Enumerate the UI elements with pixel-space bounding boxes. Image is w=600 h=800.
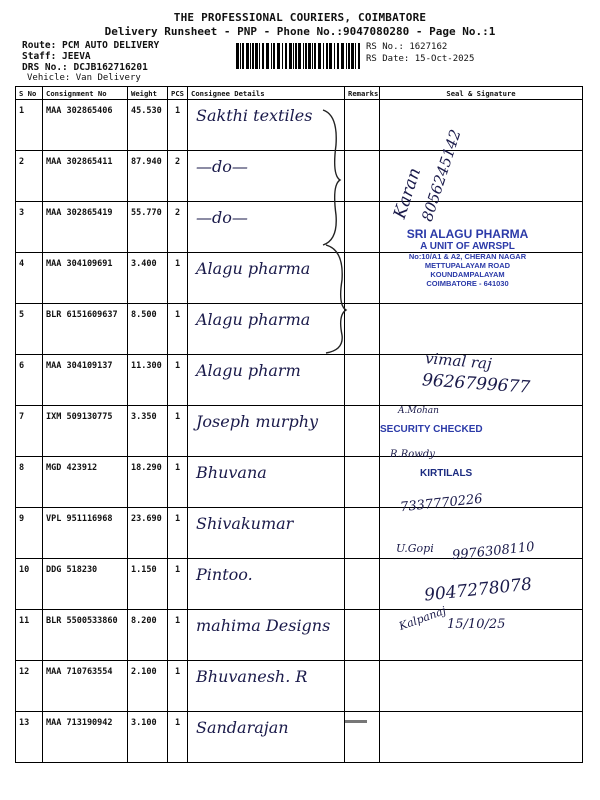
row-pcs: 1 (168, 661, 188, 712)
barcode-bar (295, 43, 297, 69)
row-consignment-no: BLR 6151609637 (43, 304, 128, 355)
row-consignee (188, 508, 345, 559)
stamp-alagu-pharma (380, 227, 555, 288)
row-weight: 3.400 (128, 253, 168, 304)
barcode-bar (323, 43, 324, 69)
consignee-handwriting: Alagu pharm (196, 361, 301, 380)
grouping-braces (318, 105, 353, 355)
col-consignee: Consignee Details (188, 87, 345, 100)
route-label: Route: PCM AUTO DELIVERY (22, 40, 160, 51)
barcode-bar (236, 43, 239, 69)
row-consignee (188, 355, 345, 406)
barcode-bar (285, 43, 287, 69)
row-remarks (345, 508, 380, 559)
row-sno: 2 (16, 151, 43, 202)
consignee-handwriting: Joseph murphy (196, 412, 319, 431)
row-seal-signature (380, 100, 583, 151)
table-header-row (16, 87, 583, 100)
stamp-line-5: KOUNDAMPALAYAM (430, 270, 505, 279)
row-consignment-no: MAA 710763554 (43, 661, 128, 712)
barcode-bar (358, 43, 360, 69)
stamp-kirtilals: KIRTILALS (420, 468, 473, 479)
table-row (16, 100, 583, 151)
col-seal-signature: Seal & Signature (380, 87, 583, 100)
row-weight: 8.500 (128, 304, 168, 355)
barcode-bar (266, 43, 269, 69)
row-remarks (345, 661, 380, 712)
consignee-handwriting: Shivakumar (196, 514, 294, 533)
signature-karan-phone: 8056245142 (418, 127, 465, 224)
barcode-bar (355, 43, 356, 69)
row-consignee (188, 559, 345, 610)
consignee-handwriting: mahima Designs (196, 616, 331, 635)
barcode-bar (308, 43, 311, 69)
consignee-handwriting: —do— (196, 157, 248, 176)
row-pcs: 1 (168, 508, 188, 559)
vehicle-label: Vehicle: Van Delivery (27, 73, 141, 83)
row-sno: 12 (16, 661, 43, 712)
row-weight: 3.100 (128, 712, 168, 763)
runsheet-subtitle: Delivery Runsheet - PNP - Phone No.:9047080280 - Page No.:1 (104, 25, 496, 38)
row-pcs: 1 (168, 253, 188, 304)
signature-kalpanaj: Kalpanaj (397, 604, 448, 633)
row-pcs: 1 (168, 610, 188, 661)
row-pcs: 1 (168, 559, 188, 610)
row-consignee (188, 610, 345, 661)
barcode-bar (303, 43, 304, 69)
row-consignment-no: MAA 713190942 (43, 712, 128, 763)
col-remarks: Remarks (345, 87, 380, 100)
row-consignment-no: MAA 304109137 (43, 355, 128, 406)
row-pcs: 1 (168, 712, 188, 763)
row-sno: 4 (16, 253, 43, 304)
signature-rowdy: R.Rowdy (390, 449, 435, 460)
signature-vimal: vimal raj (424, 349, 493, 373)
consignee-handwriting: Sakthi textiles (196, 106, 313, 125)
row-pcs: 1 (168, 100, 188, 151)
barcode-bar (282, 43, 283, 69)
row-weight: 55.770 (128, 202, 168, 253)
row-weight: 3.350 (128, 406, 168, 457)
row-remarks (345, 406, 380, 457)
barcode-bar (305, 43, 307, 69)
stamp-line-3: No:10/A1 & A2, CHERAN NAGAR (408, 252, 527, 261)
row-remarks (345, 355, 380, 406)
row-consignment-no: MAA 302865406 (43, 100, 128, 151)
barcode-bar (271, 43, 272, 69)
barcode-bar (273, 43, 275, 69)
barcode-bar (326, 43, 328, 69)
barcode-bar (240, 43, 241, 69)
signature-vimal-phone: 9626799677 (421, 370, 531, 398)
row-sno: 10 (16, 559, 43, 610)
row-consignment-no: VPL 951116968 (43, 508, 128, 559)
row-remarks (345, 610, 380, 661)
barcode-bar (348, 43, 350, 69)
stamp-line-6: COIMBATORE - 641030 (426, 279, 509, 288)
barcode-bar (314, 43, 316, 69)
barcode-bar (298, 43, 301, 69)
row-pcs: 2 (168, 202, 188, 253)
row-sno: 5 (16, 304, 43, 355)
row-pcs: 1 (168, 406, 188, 457)
barcode-bar (242, 43, 244, 69)
row-sno: 13 (16, 712, 43, 763)
rs-number: RS No.: 1627162 (366, 42, 448, 52)
row-sno: 6 (16, 355, 43, 406)
table-row (16, 151, 583, 202)
signature-bhuvan-phone: 9047278078 (423, 574, 533, 606)
consignee-handwriting: Sandarajan (196, 718, 289, 737)
signature-date: 15/10/25 (447, 617, 506, 632)
row-consignee (188, 712, 345, 763)
barcode-bar (277, 43, 280, 69)
row-seal-signature (380, 712, 583, 763)
row-consignment-no: BLR 5500533860 (43, 610, 128, 661)
row-pcs: 2 (168, 151, 188, 202)
row-consignment-no: IXM 509130775 (43, 406, 128, 457)
company-title: THE PROFESSIONAL COURIERS, COIMBATORE (173, 11, 427, 24)
drs-number: DRS No.: DCJB162716201 (22, 62, 148, 73)
table-row (16, 406, 583, 457)
row-consignment-no: MAA 302865419 (43, 202, 128, 253)
rs-date: RS Date: 15-Oct-2025 (366, 54, 475, 64)
barcode-bar (318, 43, 321, 69)
row-weight: 8.200 (128, 610, 168, 661)
col-pcs: PCS (168, 87, 188, 100)
signature-karan: Karan (390, 165, 426, 222)
runsheet-table (15, 86, 583, 763)
row-sno: 3 (16, 202, 43, 253)
row-consignment-no: DDG 518230 (43, 559, 128, 610)
barcode-bar (246, 43, 249, 69)
consignee-handwriting: Pintoo. (196, 565, 253, 584)
table-row (16, 661, 583, 712)
col-sno: S No (16, 87, 43, 100)
row-consignee (188, 661, 345, 712)
col-consignment: Consignment No (43, 87, 128, 100)
table-row (16, 457, 583, 508)
barcode-bar (312, 43, 313, 69)
barcode-bar (252, 43, 254, 69)
row-consignee (188, 457, 345, 508)
signature-ugopi-phone: 9976308110 (451, 539, 536, 564)
staff-label: Staff: JEEVA (22, 51, 91, 62)
barcode-bar (289, 43, 292, 69)
stamp-line-1: SRI ALAGU PHARMA (406, 227, 529, 241)
row-consignment-no: MAA 304109691 (43, 253, 128, 304)
row-consignment-no: MGD 423912 (43, 457, 128, 508)
barcode (236, 43, 361, 69)
row-sno: 9 (16, 508, 43, 559)
consignee-handwriting: Bhuvanesh. R (196, 667, 308, 686)
barcode-bar (250, 43, 251, 69)
row-seal-signature (380, 304, 583, 355)
row-consignment-no: MAA 302865411 (43, 151, 128, 202)
row-weight: 87.940 (128, 151, 168, 202)
signature-pintoo-phone: 7337770226 (399, 491, 484, 516)
signature-ugopi: U.Gopi (396, 542, 434, 555)
consignee-handwriting: Alagu pharma (196, 310, 311, 329)
row-weight: 1.150 (128, 559, 168, 610)
row-remarks (345, 559, 380, 610)
barcode-bar (337, 43, 339, 69)
barcode-bar (259, 43, 260, 69)
barcode-bar (262, 43, 264, 69)
barcode-bar (341, 43, 344, 69)
row-weight: 18.290 (128, 457, 168, 508)
row-sno: 11 (16, 610, 43, 661)
barcode-bar (329, 43, 332, 69)
stamp-security-checked: SECURITY CHECKED (380, 424, 483, 435)
barcode-bar (255, 43, 258, 69)
row-remarks (345, 457, 380, 508)
barcode-bar (351, 43, 354, 69)
row-pcs: 1 (168, 355, 188, 406)
barcode-bar (334, 43, 335, 69)
barcode-bar (346, 43, 347, 69)
row-sno: 8 (16, 457, 43, 508)
row-consignee (188, 406, 345, 457)
stamp-line-4: METTUPALAYAM ROAD (424, 261, 511, 270)
barcode-bar (293, 43, 294, 69)
table-row (16, 712, 583, 763)
security-note: A.Mohan (398, 406, 439, 416)
row-weight: 11.300 (128, 355, 168, 406)
consignee-handwriting: —do— (196, 208, 248, 227)
row-weight: 23.690 (128, 508, 168, 559)
footer-mark (345, 720, 367, 723)
row-pcs: 1 (168, 457, 188, 508)
row-seal-signature (380, 661, 583, 712)
row-sno: 1 (16, 100, 43, 151)
consignee-handwriting: Bhuvana (196, 463, 267, 482)
stamp-line-2: A UNIT OF AWRSPL (420, 241, 515, 252)
table-row (16, 304, 583, 355)
row-sno: 7 (16, 406, 43, 457)
row-weight: 45.530 (128, 100, 168, 151)
col-weight: Weight (128, 87, 168, 100)
row-pcs: 1 (168, 304, 188, 355)
row-weight: 2.100 (128, 661, 168, 712)
consignee-handwriting: Alagu pharma (196, 259, 311, 278)
